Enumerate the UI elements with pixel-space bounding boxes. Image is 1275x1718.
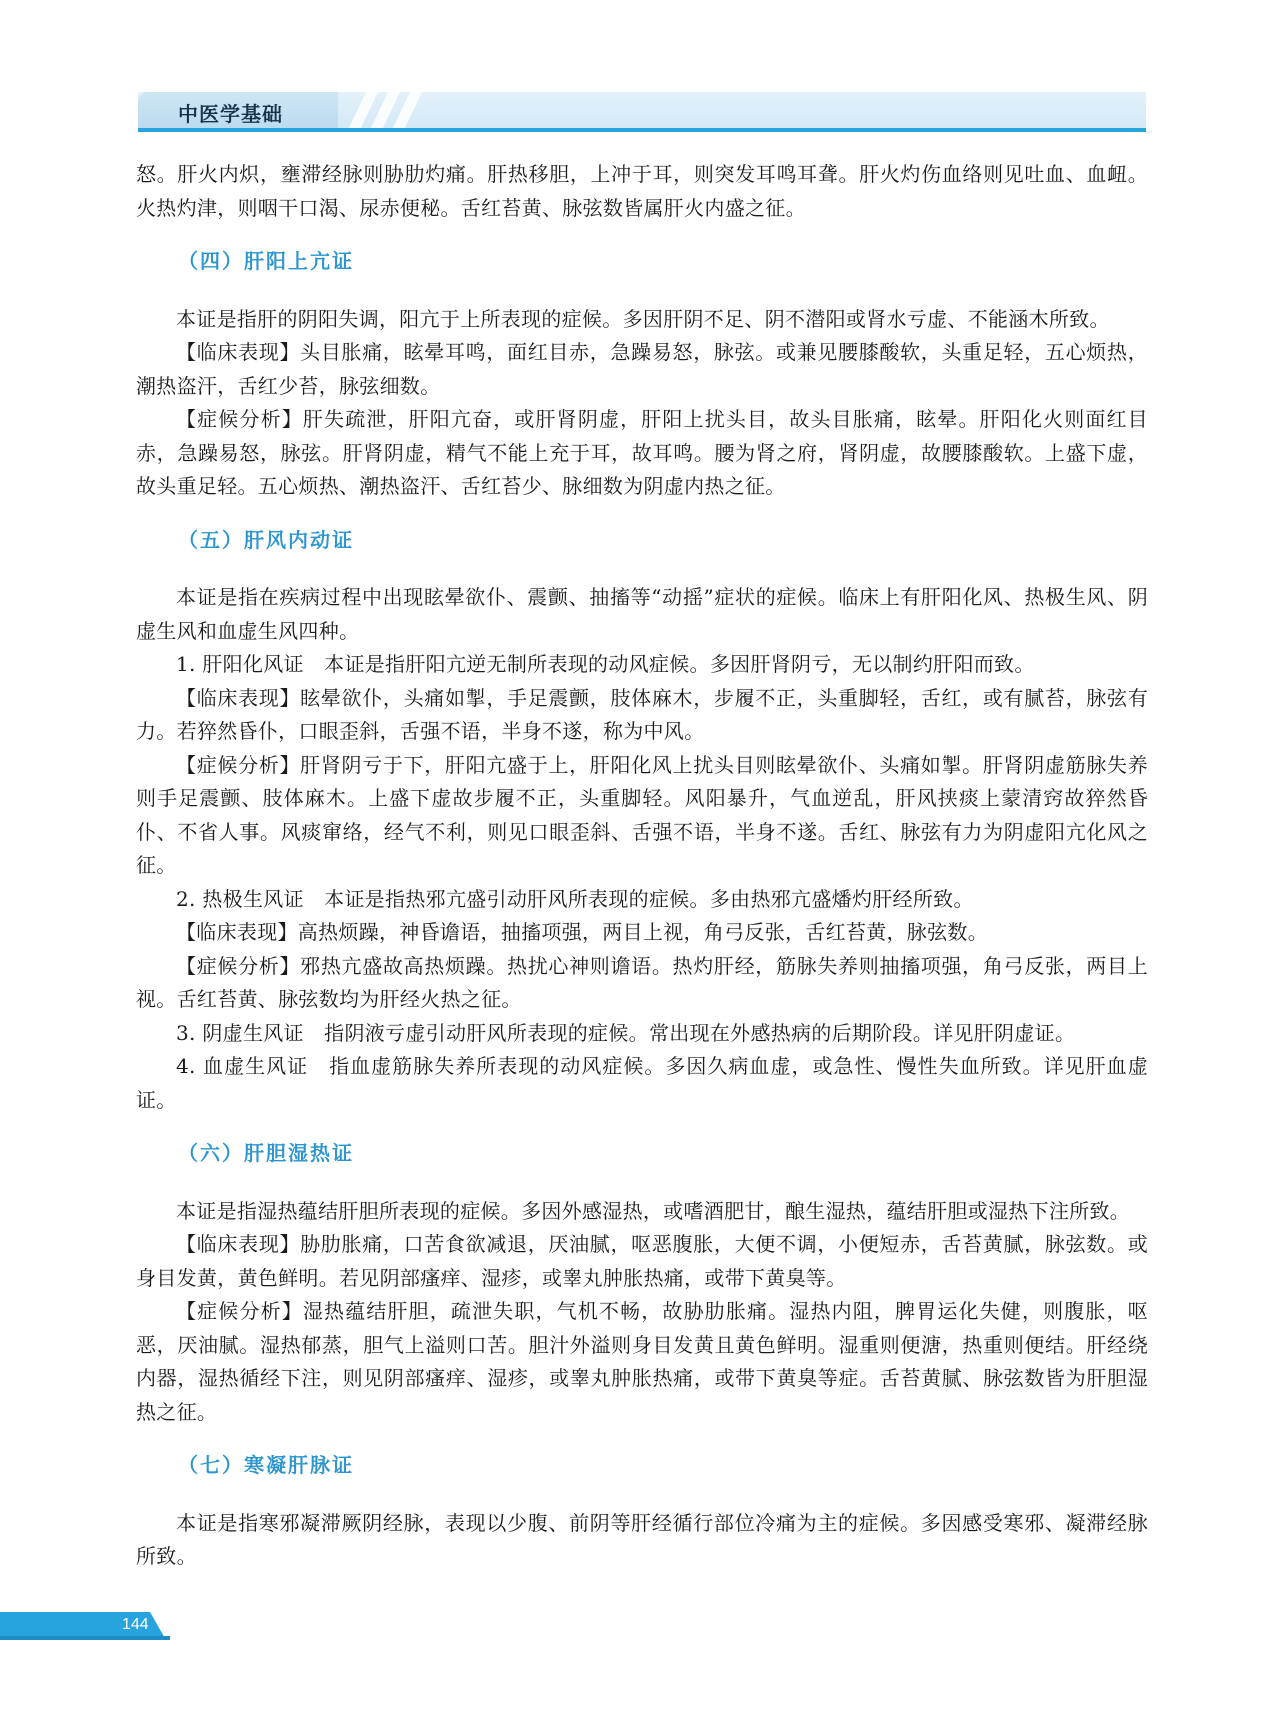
header-stripes-decoration [338,92,438,130]
body-paragraph: 【症候分析】肝肾阴亏于下，肝阳亢盛于上，肝阳化风上扰头目则眩晕欲仆、头痛如掣。肝肾阴虚筋脉失养则手足震颤、肢体麻木。上盛下虚故步履不正，头重脚轻。风阳暴升，气血逆乱，肝风挟痰上蒙清窍故猝然昏仆、不省人事。风痰窜络，经气不利，则见口眼歪斜、舌强不语，半身不遂。舌红、脉弦有力为阴虚阳亢化风之征。 [136,752,1148,877]
header-rule [138,128,1146,132]
body-paragraph: 本证是指在疾病过程中出现眩晕欲仆、震颤、抽搐等“动摇”症状的症候。临床上有肝阳化风、热极生风、阴虚生风和血虚生风四种。 [136,585,1148,643]
body-paragraph: 【症候分析】肝失疏泄，肝阳亢奋，或肝肾阴虚，肝阳上扰头目，故头目胀痛，眩晕。肝阳化火则面红目赤，急躁易怒，脉弦。肝肾阴虚，精气不能上充于耳，故耳鸣。腰为肾之府，肾阴虚，故腰膝酸软。上盛下虚，故头重足轻。五心烦热、潮热盗汗、舌红苔少、脉细数为阴虚内热之征。 [136,407,1148,498]
book-title: 中医学基础 [178,102,283,126]
body-paragraph: 【症候分析】邪热亢盛故高热烦躁。热扰心神则谵语。热灼肝经，筋脉失养则抽搐项强，角弓反张，两目上视。舌红苔黄、脉弦数均为肝经火热之征。 [136,953,1148,1011]
section-heading-4: （四）肝阳上亢证 [178,249,354,273]
body-paragraph: 2. 热极生风证 本证是指热邪亢盛引动肝风所表现的症候。多由热邪亢盛燔灼肝经所致。 [176,886,974,911]
body-paragraph: 【症候分析】湿热蕴结肝胆，疏泄失职，气机不畅，故胁肋胀痛。湿热内阻，脾胃运化失健，则腹胀，呕恶，厌油腻。湿热郁蒸，胆气上溢则口苦。胆汁外溢则身目发黄且黄色鲜明。湿重则便溏，热重则便结。肝经绕内器，湿热循经下注，则见阴部瘙痒、湿疹，或睾丸肿胀热痛，或带下黄臭等症。舌苔黄腻、脉弦数皆为肝胆湿热之征。 [136,1299,1148,1424]
page-header [138,92,1146,132]
body-paragraph: 【临床表现】头目胀痛，眩晕耳鸣，面红目赤，急躁易怒，脉弦。或兼见腰膝酸软，头重足轻，五心烦热，潮热盗汗，舌红少苔，脉弦细数。 [136,340,1148,398]
body-paragraph: 【临床表现】胁肋胀痛，口苦食欲减退，厌油腻，呕恶腹胀，大便不调，小便短赤，舌苔黄腻，脉弦数。或身目发黄，黄色鲜明。若见阴部瘙痒、湿疹，或睾丸肿胀热痛，或带下黄臭等。 [136,1232,1148,1290]
body-paragraph: 本证是指湿热蕴结肝胆所表现的症候。多因外感湿热，或嗜酒肥甘，酿生湿热，蕴结肝胆或湿热下注所致。 [176,1198,1131,1223]
body-paragraph: 本证是指肝的阴阳失调，阳亢于上所表现的症候。多因肝阴不足、阴不潜阳或肾水亏虚、不能涵木所致。 [176,306,1110,331]
section-heading-5: （五）肝风内动证 [178,527,354,552]
page-number: 144 [122,1616,149,1633]
body-paragraph: 4. 血虚生风证 指血虚筋脉失养所表现的动风症候。多因久病血虚，或急性、慢性失血所致。详见肝血虚证。 [136,1054,1148,1112]
body-paragraph: 【临床表现】眩晕欲仆，头痛如掣，手足震颤，肢体麻木，步履不正，头重脚轻，舌红，或有腻苔，脉弦有力。若猝然昏仆，口眼歪斜，舌强不语，半身不遂，称为中风。 [136,685,1148,743]
page-footer [0,1612,170,1640]
body-paragraph: 3. 阴虚生风证 指阴液亏虚引动肝风所表现的症候。常出现在外感热病的后期阶段。详见肝阴虚证。 [176,1020,1076,1045]
body-paragraph: 【临床表现】高热烦躁，神昏谵语，抽搐项强，两目上视，角弓反张，舌红苔黄，脉弦数。 [176,920,988,944]
section-heading-7: （七）寒凝肝脉证 [178,1453,354,1477]
body-paragraph: 本证是指寒邪凝滞厥阴经脉，表现以少腹、前阴等肝经循行部位冷痛为主的症候。多因感受寒邪、凝滞经脉所致。 [136,1510,1148,1568]
page-body [136,158,1148,1574]
continued-paragraph: 怒。肝火内炽，壅滞经脉则胁肋灼痛。肝热移胆，上冲于耳，则突发耳鸣耳聋。肝火灼伤血络则见吐血、血衄。火热灼津，则咽干口渴、尿赤便秘。舌红苔黄、脉弦数皆属肝火内盛之征。 [136,162,1148,220]
section-heading-6: （六）肝胆湿热证 [178,1141,354,1165]
body-paragraph: 1. 肝阳化风证 本证是指肝阳亢逆无制所表现的动风症候。多因肝肾阴亏，无以制约肝阳而致。 [176,652,1035,676]
